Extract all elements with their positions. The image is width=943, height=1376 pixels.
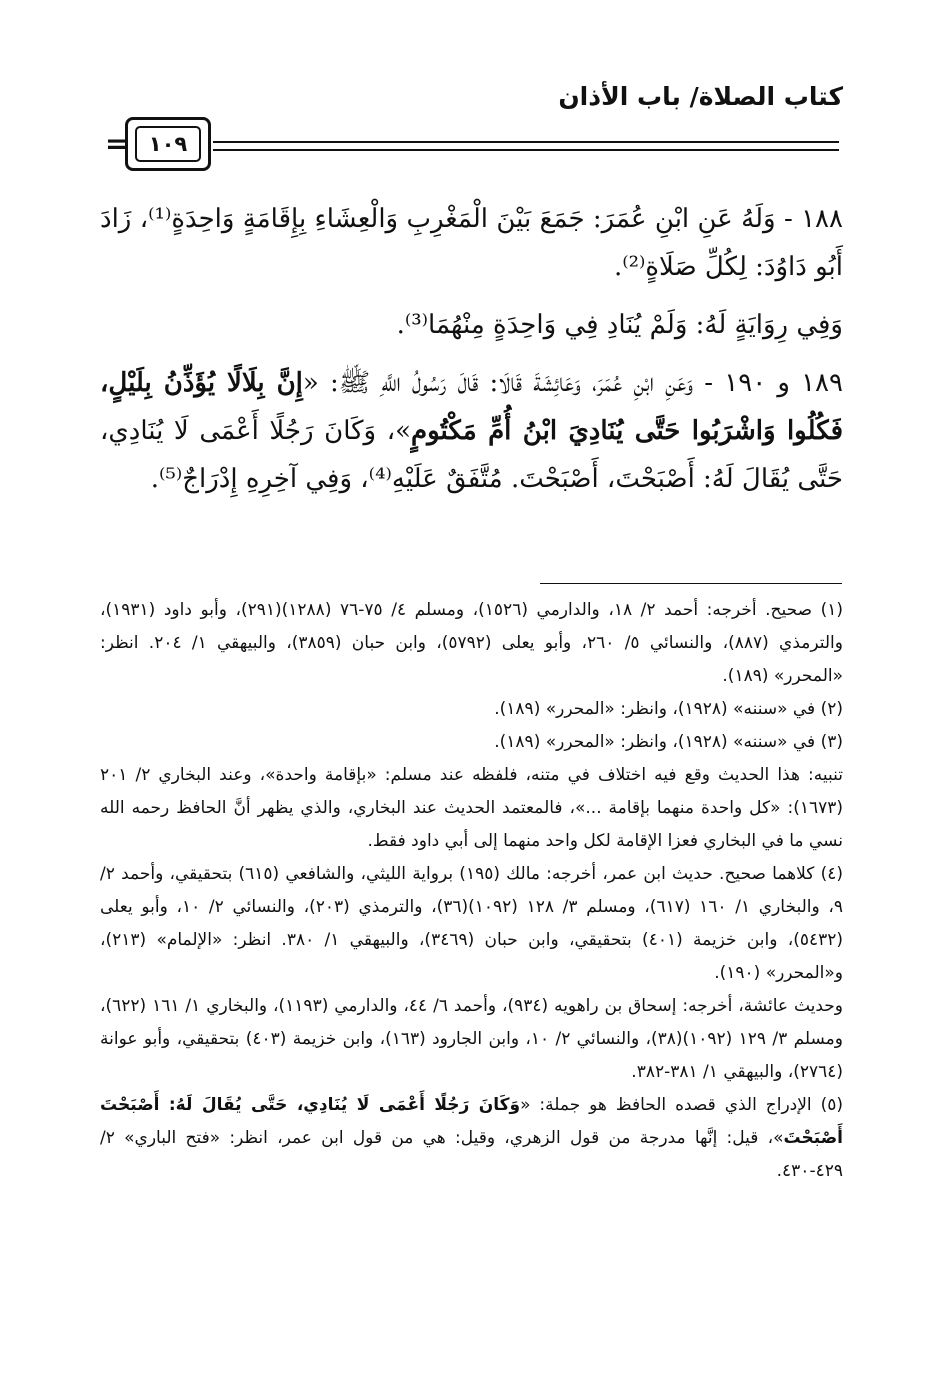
header-rule (105, 117, 839, 179)
footnote-5-intro: (٥) الإدراج الذي قصده الحافظ هو جملة: « (520, 1095, 843, 1115)
footnote-4-aisha: وحديث عائشة، أخرجه: إسحاق بن راهويه (٩٣٤)، وأحمد ٦/ ٤٤، والدارمي (١١٩٣)، والبخاري ١/ ١٦١ (٦٢٢)، ومسلم ٣/ ١٢٩ (١٠٩٢)(٣٨)، والنسائي ٢/ ١٠، وابن الجارود (١٦٣)، وابن خزيمة (٤٠٣) بتحقيقي، وأبو عوانة (٢٧٦٤)، والبيهقي ١/ ٣٨١-٣٨٢. (100, 996, 844, 1082)
page-number-frame (125, 117, 211, 171)
hadith-189-190 (100, 359, 843, 503)
footnote-4: (٤) كلاهما صحيح. حديث ابن عمر، أخرجه: مالك (١٩٥) برواية الليثي، والشافعي (٦١٥) بتحقيقي، وأحمد ٢/ ٩، والبخاري ١/ ١٦٠ (٦١٧)، ومسلم ٣/ ١٢٨ (١٠٩٢)(٣٦)، والترمذي (٢٠٣)، والنسائي ٢/ ١٠، وأبو يعلى (٥٤٣٢)، وابن خزيمة (٤٠١) بتحقيقي، وابن حبان (٣٤٦٩)، والبيهقي ١/ ٣٨٠. انظر: «الإلمام» (٢١٣)، و«المحرر» (١٩٠). (100, 864, 844, 983)
header-rule-line-bottom (213, 149, 839, 151)
page-number: ١٠٩ (135, 126, 201, 162)
hadith-188-riwaya: وَفِي رِوَايَةٍ لَهُ: وَلَمْ يُنَادِ فِي وَاحِدَةٍ مِنْهُمَا⁽³⁾. (396, 310, 843, 340)
header-eq-mark: = (105, 127, 129, 160)
footnote-5-quote: وَكَانَ رَجُلًا أَعْمَى لَا يُنَادِي، حَتَّى يُقَالَ لَهُ: أَصْبَحْتَ أَصْبَحْتَ (100, 1095, 843, 1148)
footnote-tanbih: تنبيه: هذا الحديث وقع فيه اختلاف في متنه، فلفظه عند مسلم: «بإقامة واحدة»، وعند البخاري ٢/ ٢٠١ (١٦٧٣): «كل واحدة منهما بإقامة ...»، فالمعتمد الحديث عند البخاري، والذي يظهر أنَّ الحافظ رحمه الله نسي ما في البخاري فعزا الإقامة لكل واحد منهما إلى أبي داود فقط. (100, 765, 843, 851)
hadith-188: ١٨٨ - وَلَهُ عَنِ ابْنِ عُمَرَ: جَمَعَ بَيْنَ الْمَغْرِبِ وَالْعِشَاءِ بِإِقَامَةٍ وَاحِدَةٍ⁽¹⁾، زَادَ أَبُو دَاوُدَ: لِكُلِّ صَلَاةٍ⁽²⁾. (100, 204, 843, 282)
hadith-189-intro: ١٨٩ و ١٩٠ - وَعَنِ ابْنِ عُمَرَ، وَعَائِشَةَ قَالَا: قَالَ رَسُولُ اللَّهِ ﷺ: « (302, 368, 843, 398)
footnote-3: (٣) في «سننه» (١٩٢٨)، وانظر: «المحرر» (١٨٩). (494, 732, 843, 752)
header-rule-line-top (213, 141, 839, 143)
main-text (100, 195, 843, 513)
hadith-189-prophetic-quote: إِنَّ بِلَالًا يُؤَذِّنُ بِلَيْلٍ، فَكُلُوا وَاشْرَبُوا حَتَّى يُنَادِيَ ابْنُ أُمِّ مَكْتُومٍ (100, 368, 844, 446)
running-header-title: كتاب الصلاة/ باب الأذان (558, 82, 843, 111)
footnote-divider (540, 583, 842, 584)
footnote-1: (١) صحيح. أخرجه: أحمد ٢/ ١٨، والدارمي (١٥٢٦)، ومسلم ٤/ ٧٥-٧٦ (١٢٨٨)(٢٩١)، وأبو داود (١٩٣١)، والترمذي (٨٨٧)، والنسائي ٥/ ٢٦٠، وأبو يعلى (٥٧٩٢)، وابن حبان (٣٨٥٩)، والبيهقي ١/ ٢٠٤. انظر: «المحرر» (١٨٩). (100, 600, 844, 686)
footnotes (100, 594, 843, 1188)
hadith-189-rest: »، وَكَانَ رَجُلًا أَعْمَى لَا يُنَادِي، حَتَّى يُقَالَ لَهُ: أَصْبَحْتَ، أَصْبَحْتَ. مُتَّفَقٌ عَلَيْهِ⁽⁴⁾، وَفِي آخِرِهِ إِدْرَاجٌ⁽⁵⁾. (100, 416, 843, 494)
footnote-5-rest: »، قيل: إنَّها مدرجة من قول الزهري، وقيل: هي من قول ابن عمر، انظر: «فتح الباري» ٢/ ٤٢٩-٤٣٠. (100, 1128, 843, 1181)
footnote-5 (100, 1089, 843, 1188)
footnote-2: (٢) في «سننه» (١٩٢٨)، وانظر: «المحرر» (١٨٩). (494, 699, 843, 719)
